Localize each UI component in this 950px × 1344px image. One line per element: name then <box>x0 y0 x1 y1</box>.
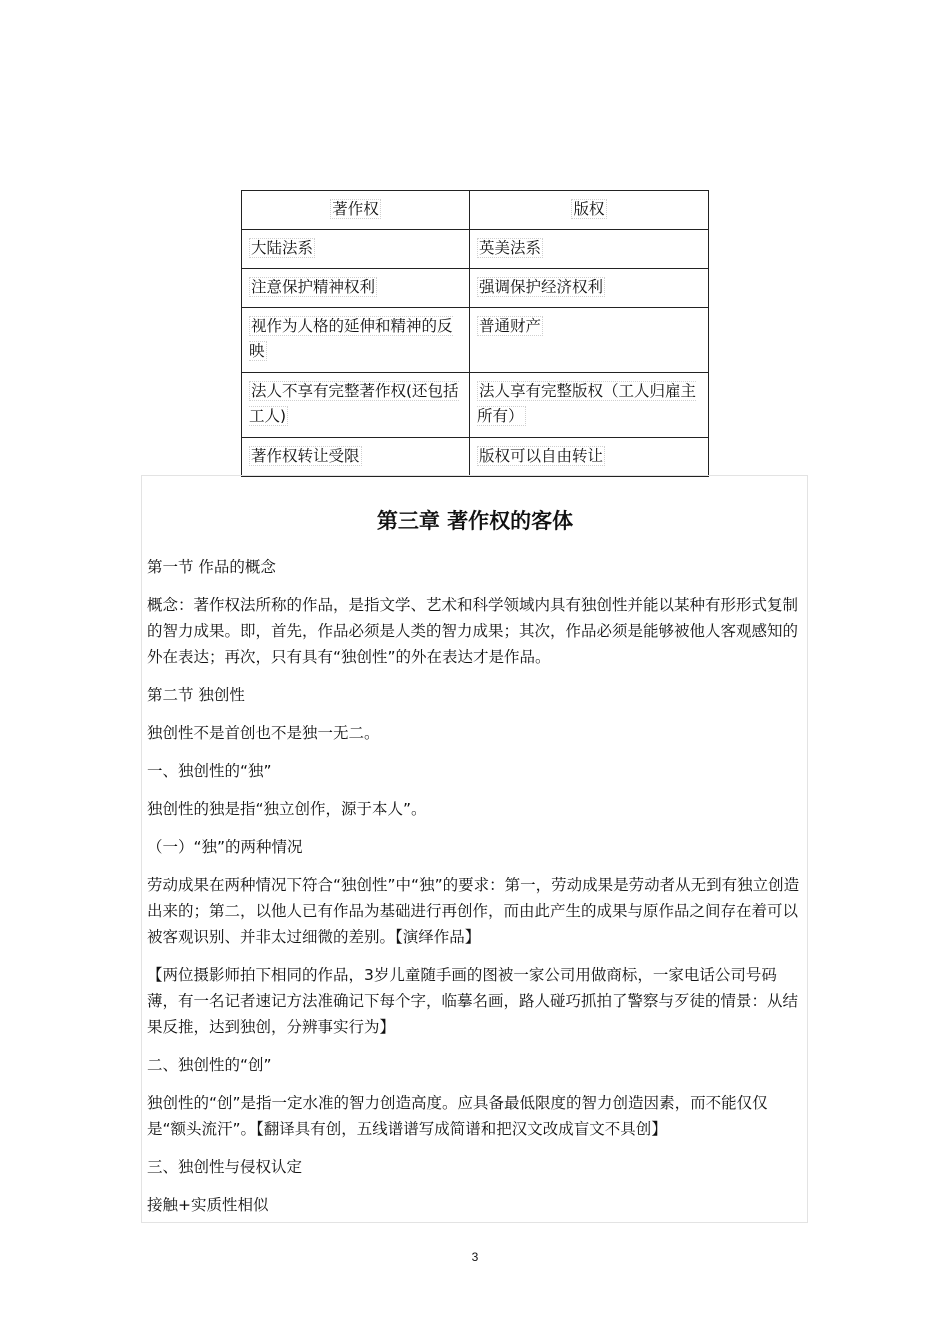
examples-paragraph: 【两位摄影师拍下相同的作品，3岁儿童随手画的图被一家公司用做商标，一家电话公司号码薄，有一名记者速记方法准确记下每个字，临摹名画，路人碰巧抓拍了警察与歹徒的情景：从结果反推，达到独创，分辨事实行为】 <box>147 966 799 1036</box>
table-cell: 英美法系 <box>470 230 709 269</box>
table-header-row <box>242 191 709 230</box>
table-cell: 强调保护经济权利 <box>470 269 709 308</box>
table-row <box>242 230 709 269</box>
table-cell: 视作为人格的延伸和精神的反映 <box>242 308 470 373</box>
subsection-heading: 二、独创性的“创” <box>147 1056 272 1074</box>
chapter-content <box>141 475 808 1223</box>
paragraph: 独创性不是首创也不是独一无二。 <box>147 724 380 742</box>
subsection-heading: （一）“独”的两种情况 <box>147 838 303 856</box>
table-cell: 大陆法系 <box>242 230 470 269</box>
table-row <box>242 269 709 308</box>
page-number: 3 <box>471 1250 479 1264</box>
paragraph: 接触+实质性相似 <box>147 1196 269 1214</box>
table-row <box>242 308 709 373</box>
section-heading: 第二节 独创性 <box>147 686 245 704</box>
table-cell: 注意保护精神权利 <box>242 269 470 308</box>
subsection-heading: 三、独创性与侵权认定 <box>147 1158 303 1176</box>
paragraph: 概念：著作权法所称的作品，是指文学、艺术和科学领域内具有独创性并能以某种有形形式复制的智力成果。即，首先，作品必须是人类的智力成果；其次，作品必须是能够被他人客观感知的外在表达；再次，只有具有“独创性”的外在表达才是作品。 <box>147 596 799 666</box>
table-cell: 著作权转让受限 <box>242 438 470 477</box>
header-copyright-civil: 著作权 <box>242 191 470 230</box>
paragraph: 劳动成果在两种情况下符合“独创性”中“独”的要求：第一，劳动成果是劳动者从无到有独立创造出来的；第二，以他人已有作品为基础进行再创作，而由此产生的成果与原作品之间存在着可以被客观识别、并非太过细微的差别。【演绎作品】 <box>147 876 800 946</box>
section-heading: 第一节 作品的概念 <box>147 558 276 576</box>
table-cell: 法人享有完整版权（工人归雇主所有） <box>470 373 709 438</box>
comparison-table <box>241 190 709 477</box>
table-cell: 普通财产 <box>470 308 709 373</box>
table-row <box>242 373 709 438</box>
table-cell: 法人不享有完整著作权(还包括工人) <box>242 373 470 438</box>
table-row <box>242 438 709 477</box>
paragraph: 独创性的独是指“独立创作，源于本人”。 <box>147 800 427 818</box>
subsection-heading: 一、独创性的“独” <box>147 762 272 780</box>
paragraph: 独创性的“创”是指一定水准的智力创造高度。应具备最低限度的智力创造因素，而不能仅仅是“额头流汗”。【翻译具有创，五线谱谱写成简谱和把汉文改成盲文不具创】 <box>147 1094 768 1138</box>
chapter-title: 第三章 著作权的客体 <box>376 509 574 533</box>
table-cell: 版权可以自由转让 <box>470 438 709 477</box>
header-copyright-common: 版权 <box>470 191 709 230</box>
